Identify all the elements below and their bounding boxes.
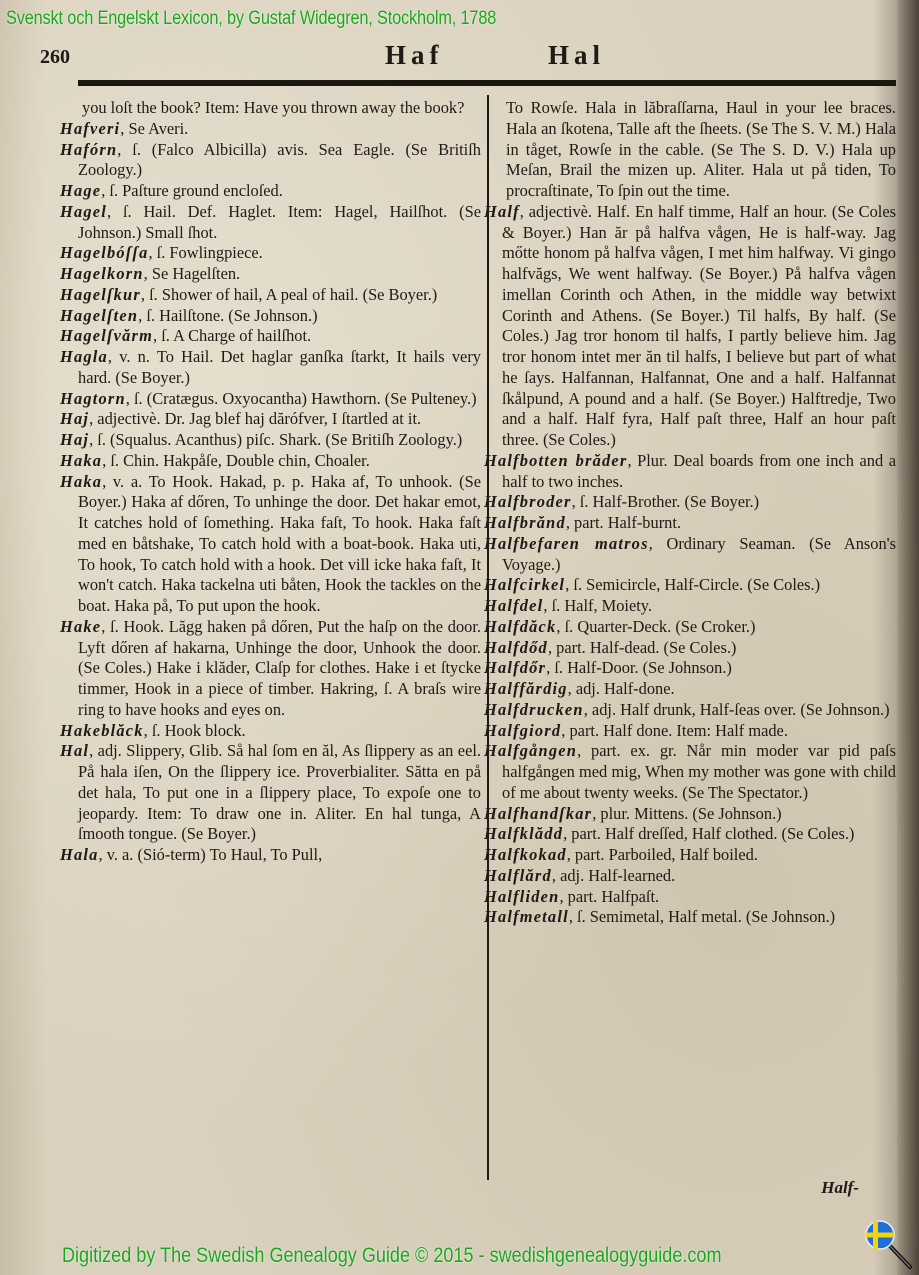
- entry-definition: , v. a. To Hook. Hakad, p. p. Haka af, To unhook. (Se Boyer.) Haka af dőren, To unhinge the door. Det hakar emot, It catches hold of ſomething. Haka faſt, To hook. Haka faſt med en båtshake, To catch hold with a boat-book. Haka uti, To hook, To catch hold with a hook. Det vill icke haka faſt, It won't catch. Haka tackelna uti båten, Hook the tackles on the boat. Haka på, To put upon the hook.: [78, 471, 481, 615]
- entry-definition: , adjectivè. Dr. Jag blef haj dărófver, I ſtartled at it.: [89, 409, 422, 429]
- entry-definition: , Plur. Deal boards from one inch and a half to two inches.: [502, 450, 896, 491]
- dictionary-entry: [484, 534, 896, 576]
- dictionary-entry: [484, 804, 896, 825]
- entry-definition: , ſ. Quarter-Deck. (Se Croker.): [556, 616, 756, 636]
- dictionary-entry: [60, 264, 481, 285]
- entry-headword: Haj: [60, 409, 90, 429]
- entry-headword: Halfklădd: [484, 824, 564, 844]
- dictionary-entry: [60, 409, 481, 430]
- entry-definition: , part. Half dreſſed, Half clothed. (Se Coles.): [563, 824, 855, 844]
- entry-definition: , v. n. To Hail. Det haglar ganſka ſtarkt, It hails very hard. (Se Boyer.): [78, 347, 481, 387]
- entry-headword: Hala: [60, 845, 99, 864]
- dictionary-entry: [484, 617, 896, 638]
- dictionary-entry: [484, 700, 896, 721]
- entry-definition: , adj. Slippery, Glib. Så hal ſom en ăl, As ſlippery as an eel. På hala iſen, On the ſlippery ice. Proverbialiter. Sătta en på det hala, To put one in a ſlippery place, To expoſe one to jeopardy. Item: To draw one in. Aliter. En hal tunga, A ſmooth tongue. (Se Boyer.): [78, 741, 481, 844]
- dictionary-entry: [60, 845, 481, 866]
- left-column: [60, 98, 481, 866]
- entry-definition: , Se Hagelſten.: [143, 264, 241, 283]
- entry-headword: Hagla: [60, 347, 108, 366]
- entry-headword: Halfgången: [484, 741, 578, 761]
- dictionary-entry: [484, 741, 896, 803]
- entry-definition: , ſ. Chin. Hakpåſe, Double chin, Choaler.: [102, 450, 370, 470]
- entry-definition: , Ordinary Seaman. (Se Anson's Voyage.): [502, 533, 896, 574]
- entry-definition: , v. a. (Sió-term) To Haul, To Pull,: [98, 845, 323, 864]
- dictionary-entry: [484, 202, 896, 451]
- dictionary-entry: [484, 824, 896, 845]
- dictionary-entry: [484, 887, 896, 908]
- entry-definition: , ſ. Half-Brother. (Se Boyer.): [571, 492, 760, 512]
- entry-headword: Halfdrucken: [484, 699, 584, 719]
- entry-definition: , adjectivè. Half. En half timme, Half an hour. (Se Coles & Boyer.) Han ăr på halfva vågen, He is half-way. Jag mőtte honom på halfva vågen, I met him halfway. Vi gingo halfvăgs, We went halfway. (Se Boyer.) På halfva vågen imellan Corinth och Athen, in the middle way betwixt Corinth and Athens. (Se Boyer.) Til halfs, By half. (Se Coles.) Jag tror honom til halfs, I partly believe him. Jag tror honom intet mer ăn til halfs, I believe but part of what he ſays. Halfannan, Halfannat, One and a half. Halfannat ſkålpund, A pound and a half. (Se Boyer.) Halftredje, Two and a half. Half fyra, Half paſt three, Half an hour paſt three. (Se Coles.): [502, 201, 896, 449]
- digitizer-credit-banner: Digitized by The Swedish Genealogy Guide © 2015 - swedishgenealogyguide.com: [62, 1244, 722, 1267]
- dictionary-entry: [60, 181, 481, 202]
- dictionary-entry: [60, 347, 481, 389]
- dictionary-entry: [484, 98, 896, 202]
- header-rule: [78, 80, 896, 86]
- entry-headword: Hagel: [60, 201, 107, 221]
- entry-definition: , ſ. Hook block.: [143, 720, 246, 740]
- entry-definition: , part. Parboiled, Half boiled.: [566, 845, 758, 864]
- entry-definition: , part. ex. gr. Når min moder var pid paſs halfgången med mig, When my mother was gone with child of me about twenty weeks. (Se The Spectator.): [502, 741, 896, 802]
- dictionary-entry: [484, 638, 896, 659]
- entry-headword: Hakeblăck: [60, 720, 144, 740]
- entry-definition: , ſ. Half, Moiety.: [543, 596, 653, 615]
- entry-definition: , ſ. A Charge of hailſhot.: [153, 326, 312, 346]
- entry-headword: Haka: [60, 471, 103, 491]
- entry-headword: Hage: [60, 181, 102, 200]
- entry-headword: Halfkokad: [484, 845, 567, 864]
- entry-definition: , ſ. Fowlingpiece.: [148, 243, 263, 263]
- entry-definition: , ſ. Hail. Def. Haglet. Item: Hagel, Hailſhot. (Se Johnson.) Small ſhot.: [78, 201, 481, 242]
- dictionary-entry: [484, 492, 896, 513]
- entry-definition: , adj. Half-done.: [567, 679, 675, 698]
- dictionary-entry: [60, 741, 481, 845]
- entry-definition: , ſ. Hook. Lăgg haken på dőren, Put the haſp on the door. Lyft dőren af hakarna, Unhinge the door, Unhook the door. (Se Coles.) Hake i klăder, Claſp for clothes. Hake i et ſtycke timmer, Hook in a piece of timber. Hakring, ſ. A braſs wire ring to have hooks and eyes on.: [78, 616, 481, 719]
- dictionary-entry: [60, 617, 481, 721]
- dictionary-entry: [60, 98, 481, 119]
- entry-headword: Halfcirkel: [484, 575, 566, 595]
- entry-definition: , ſ. Hailſtone. (Se Johnson.): [138, 305, 318, 325]
- entry-headword: Hagelkorn: [60, 264, 144, 283]
- entry-definition: , part. Halfpaſt.: [559, 886, 660, 906]
- dictionary-entry: [484, 679, 896, 700]
- entry-headword: Halfdőd: [484, 637, 548, 657]
- dictionary-entry: [60, 389, 481, 410]
- dictionary-entry: [60, 472, 481, 617]
- entry-definition: , adj. Half drunk, Half-ſeas over. (Se Johnson.): [583, 699, 890, 719]
- entry-headword: Halfliden: [484, 886, 560, 906]
- dictionary-entry: [60, 285, 481, 306]
- entry-headword: Halfhandſkar: [484, 803, 593, 823]
- entry-headword: Half: [484, 201, 520, 221]
- page-edge-shadow: [897, 0, 919, 1275]
- dictionary-entry: [484, 907, 896, 928]
- entry-headword: Halfdăck: [484, 616, 557, 636]
- entry-headword: Hake: [60, 616, 102, 636]
- entry-headword: Haka: [60, 450, 103, 470]
- entry-headword: Halfbrănd: [484, 513, 566, 532]
- entry-headword: Halffărdig: [484, 679, 568, 698]
- entry-definition: , ſ. (Squalus. Acanthus) piſc. Shark. (Se Britiſh Zoology.): [89, 430, 463, 449]
- dictionary-entry: [60, 140, 481, 182]
- entry-definition: To Rowſe. Hala in lăbraſſarna, Haul in your lee braces. Hala an ſkotena, Talle aft the ſheets. (Se The S. V. M.) Hala in tåget, Rowſe in the cable. (Se The S. D. V.) Hala up Meſan, Brail the mizen up. Aliter. Hala ut på tiden, To procraſtinate, To ſpin out the time.: [506, 98, 896, 200]
- dictionary-entry: [60, 430, 481, 451]
- entry-definition: , ſ. Shower of hail, A peal of hail. (Se Boyer.): [140, 284, 438, 304]
- entry-definition: you loſt the book? Item: Have you thrown away the book?: [82, 98, 465, 117]
- page-number: 260: [40, 46, 70, 68]
- entry-headword: Halfbefaren matros: [484, 533, 649, 553]
- dictionary-entry: [484, 866, 896, 887]
- entry-headword: Hagelſvărm: [60, 326, 154, 346]
- entry-headword: Halfdel: [484, 596, 544, 615]
- dictionary-entry: [60, 326, 481, 347]
- entry-definition: , plur. Mittens. (Se Johnson.): [592, 803, 782, 823]
- entry-definition: , ſ. (Cratægus. Oxyocantha) Hawthorn. (Se Pulteney.): [125, 388, 477, 408]
- dictionary-entry: [60, 119, 481, 140]
- swedish-flag-magnifier-icon: [864, 1218, 914, 1270]
- dictionary-entry: [484, 575, 896, 596]
- entry-definition: , part. Half-burnt.: [565, 513, 681, 532]
- dictionary-entry: [484, 596, 896, 617]
- dictionary-entry: [484, 721, 896, 742]
- entry-headword: Halfmetall: [484, 907, 569, 927]
- guide-word-last: Hal: [548, 40, 606, 70]
- entry-headword: Hagtorn: [60, 388, 126, 408]
- entry-definition: , Se Averi.: [120, 118, 189, 138]
- entry-definition: , ſ. (Falco Albicilla) avis. Sea Eagle. (Se Britiſh Zoology.): [78, 139, 481, 180]
- dictionary-entry: [60, 721, 481, 742]
- book-title-banner: Svenskt och Engelskt Lexicon, by Gustaf Widegren, Stockholm, 1788: [6, 8, 497, 29]
- entry-headword: Haj: [60, 430, 90, 449]
- entry-headword: Hagelſten: [60, 305, 139, 325]
- entry-definition: , adj. Half-learned.: [551, 865, 676, 885]
- dictionary-entry: [60, 306, 481, 327]
- entry-headword: Halflărd: [484, 865, 552, 885]
- entry-definition: , part. Half-dead. (Se Coles.): [547, 637, 737, 657]
- entry-definition: , ſ. Semimetal, Half metal. (Se Johnson.): [568, 907, 836, 927]
- entry-headword: Halfgiord: [484, 720, 562, 740]
- dictionary-entry: [60, 202, 481, 244]
- dictionary-entry: [484, 658, 896, 679]
- entry-headword: Hagelſkur: [60, 284, 141, 304]
- entry-headword: Halfbroder: [484, 492, 572, 512]
- dictionary-entry: [60, 451, 481, 472]
- dictionary-entry: [60, 243, 481, 264]
- entry-definition: , ſ. Semicircle, Half-Circle. (Se Coles.): [565, 575, 821, 595]
- running-head: [0, 40, 919, 80]
- entry-definition: , ſ. Paſture ground encloſed.: [101, 181, 283, 200]
- dictionary-entry: [484, 845, 896, 866]
- entry-headword: Hal: [60, 741, 90, 761]
- entry-definition: , part. Half done. Item: Half made.: [561, 720, 788, 740]
- entry-headword: Hafveri: [60, 118, 121, 138]
- dictionary-entry: [484, 513, 896, 534]
- dictionary-entry: [484, 451, 896, 493]
- right-column: [484, 98, 896, 928]
- catchword: Half-: [821, 1178, 859, 1197]
- guide-word-first: Haf: [385, 40, 444, 70]
- entry-headword: Halfdőr: [484, 658, 547, 678]
- entry-headword: Halfbotten brăder: [484, 450, 628, 470]
- entry-headword: Hafórn: [60, 139, 118, 159]
- entry-definition: , ſ. Half-Door. (Se Johnson.): [546, 658, 732, 678]
- entry-headword: Hagelbóſſa: [60, 243, 149, 263]
